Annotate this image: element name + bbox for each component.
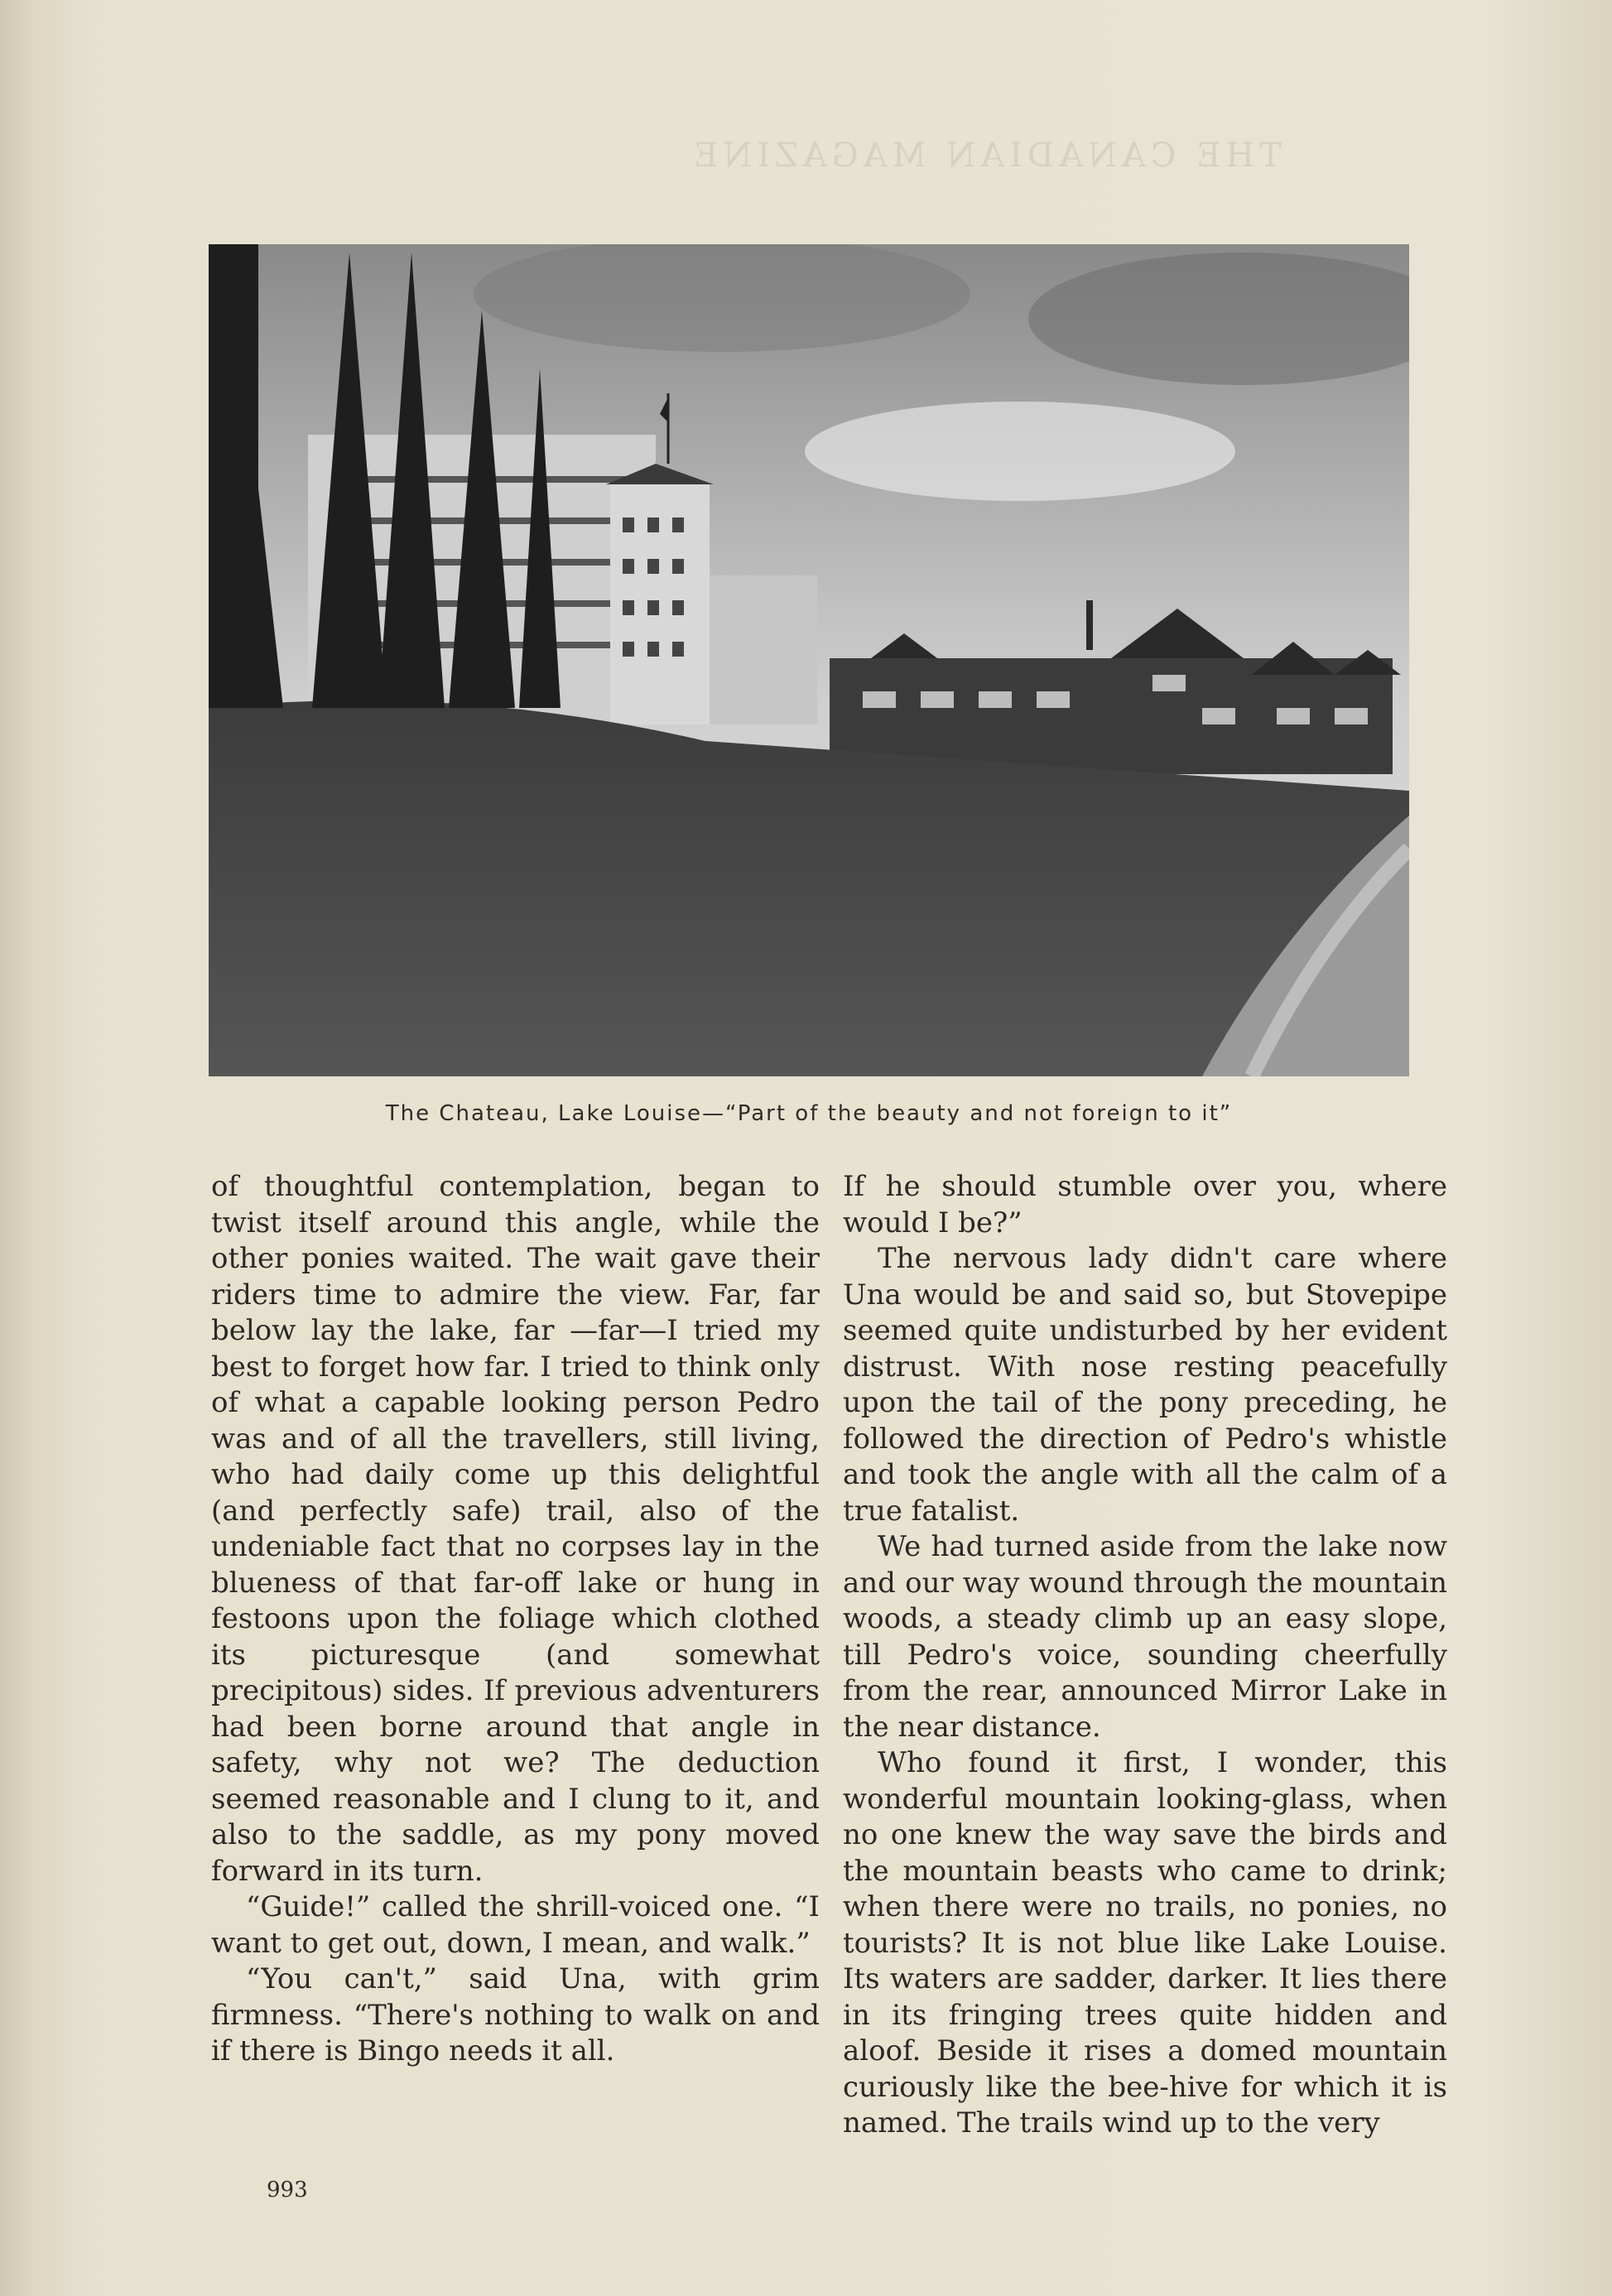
paragraph: “Guide!” called the shrill-voiced one. “I want to get out, down, I mean, and walk.” (211, 1890, 820, 1960)
paragraph: The nervous lady didn't care where Una would be and said so, but Stovepipe seemed quite undisturbed by her evident distrust. With nose resting peacefully upon the tail of the pony preceding, he followed the direction of Pedro's whistle and took the angle with all the calm of a true fatalist. (843, 1242, 1447, 1528)
paragraph: We had turned aside from the lake now and our way wound through the mountain woods, a steady climb up an easy slope, till Pedro's voice, sounding cheerfully from the rear, announced Mirror Lake in the near distance. (843, 1530, 1447, 1744)
paragraph: of thoughtful contemplation, began to twist itself around this angle, while the other ponies waited. The wait gave their riders time to admire the view. Far, far below lay the lake, far —far—I tried my best to forget how far. I tried to think only of what a capable looking person Pedro was and of all the travellers, still living, who had daily come up this delightful (and perfectly safe) trail, also of the undeniable fact that no corpses lay in the blueness of that far-off lake or hung in festoons upon the foliage which clothed its picturesque (and somewhat precipitous) sides. If previous adventurers had been borne around that angle in safety, why not we? The deduction seemed reasonable and I clung to it, and also to the saddle, as my pony moved forward in its turn. (211, 1170, 820, 1888)
paragraph: Who found it first, I wonder, this wonderful mountain looking-glass, when no one knew the way save the birds and the mountain beasts who came to drink; when there were no trails, no ponies, no tourists? It is not blue like Lake Louise. Its waters are sadder, darker. It lies there in its fringing trees quite hidden and aloof. Beside it rises a domed mountain curiously like the bee-hive for which it is named. The trails wind up to the very (843, 1746, 1447, 2140)
photo-caption: The Chateau, Lake Louise—“Part of the beauty and not foreign to it” (385, 1101, 1233, 1126)
paragraph: “You can't,” said Una, with grim firmness. “There's nothing to walk on and if there is Bingo needs it all. (211, 1962, 820, 2067)
right-text-column (843, 1169, 1447, 2142)
left-text-column (211, 1169, 820, 2070)
show-through-header: THE CANADIAN MAGAZINE (689, 137, 1282, 175)
paragraph: If he should stumble over you, where would I be?” (843, 1170, 1447, 1239)
page-number: 993 (267, 2178, 308, 2202)
chateau-photograph (209, 244, 1409, 1076)
